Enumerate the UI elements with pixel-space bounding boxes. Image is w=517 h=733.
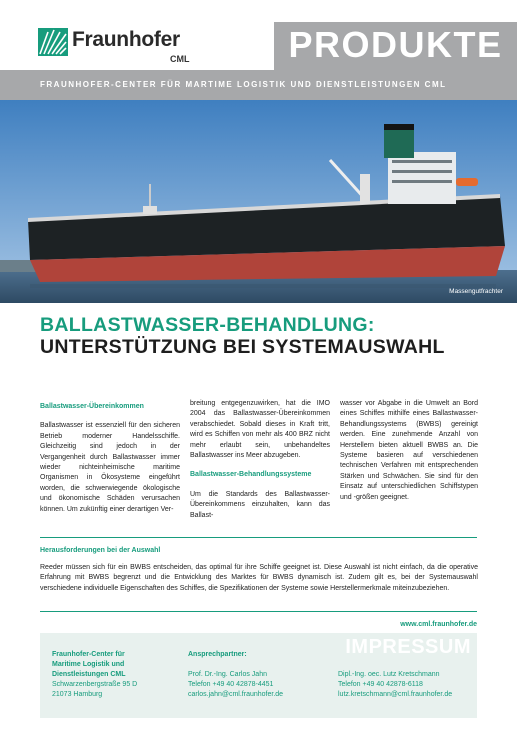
impressum-box — [40, 633, 477, 718]
bulk-carrier-image — [0, 100, 517, 303]
org-line: Fraunhofer-Center für — [52, 651, 125, 658]
heading-treatment-systems: Ballastwasser-Behandlungssysteme — [190, 471, 312, 479]
impressum-contact-1 — [188, 650, 283, 700]
institute-name: FRAUNHOFER-CENTER FÜR MARTIME LOGISTIK UND DIENSTLEISTUNGEN CML — [40, 80, 447, 89]
fraunhofer-logo-icon — [38, 28, 68, 56]
page-title-line1: BALLASTWASSER-BEHANDLUNG: — [40, 314, 375, 336]
heading-challenges: Herausforderungen bei der Auswahl — [40, 547, 161, 554]
institute-band — [0, 70, 517, 100]
contact-name: Dipl.-Ing. oec. Lutz Kretschmann — [338, 671, 440, 678]
section-title: PRODUKTE — [288, 24, 503, 65]
paragraph-treatment-systems-continued: wasser vor Abgabe in die Umwelt an Bord eines Schiffes mithilfe eines Ballastwasser-Behandlungssystems (BWBS) gereinigt werden. Eine zunehmende Anzahl von Herstellern bieten aktuell BWBS an. Die Systeme basieren auf verschiedenen technischen Verfahren mit entsprechenden Stärken und Schwächen. Sie sind für den Einsatz auf unterschiedlichen Schiffstypen und -größen geeignet. — [340, 400, 478, 501]
contact-email[interactable]: carlos.jahn@cml.fraunhofer.de — [188, 691, 284, 698]
paragraph-challenges: Reeder müssen sich für ein BWBS entscheiden, das optimal für ihre Schiffe geeignet ist. Diese Auswahl ist nicht einfach, da die operative Erfahrung mit BWBS begrenzt und die Entwicklung des Marktes für BWBS dynamisch ist. Zudem gilt es, bei der Systemauswahl verschiedene individuelle Eigenschaften des Schiffes, die Spezifikationen der Systeme sowie Herstellermerkmale miteinzubeziehen. — [40, 564, 478, 592]
text-column-2 — [190, 399, 330, 521]
logo-sub: CML — [170, 54, 190, 64]
contact-email[interactable]: lutz.kretschmann@cml.fraunhofer.de — [338, 691, 453, 698]
impressum-address — [52, 650, 137, 700]
impressum-title: IMPRESSUM — [345, 636, 471, 658]
heading-convention: Ballastwasser-Übereinkommen — [40, 403, 144, 410]
divider — [40, 537, 477, 538]
contact-phone: Telefon +49 40 42878-6118 — [338, 681, 423, 688]
page-title-line2: UNTERSTÜTZUNG BEI SYSTEMAUSWAHL — [40, 336, 445, 358]
city-address: 21073 Hamburg — [52, 691, 103, 698]
org-line: Dienstleistungen CML — [52, 671, 126, 678]
website-link[interactable]: www.cml.fraunhofer.de — [400, 621, 477, 628]
fraunhofer-logo — [38, 24, 188, 68]
text-column-3 — [340, 399, 478, 503]
divider — [40, 611, 477, 612]
photo-caption: Massengutfrachter — [449, 288, 503, 295]
contact-heading: Ansprechpartner: — [188, 651, 247, 658]
paragraph-convention-continued: breitung entgegenzuwirken, hat die IMO 2004 das Ballastwasser-Übereinkommen verabschiedet. Sobald dieses in Kraft tritt, wird es Schiffen von mehr als 400 BRZ nicht mehr erlaubt sein, unbehandeltes Ballastwasser ins Meer abzugeben. — [190, 400, 330, 460]
ship-photo — [0, 100, 517, 303]
impressum-contact-2 — [338, 670, 452, 700]
section-title-box — [274, 22, 517, 70]
contact-phone: Telefon +49 40 42878-4451 — [188, 681, 274, 688]
paragraph-treatment-systems: Um die Standards des Ballastwasser-Übereinkommens einzuhalten, kann das Ballast- — [190, 490, 330, 519]
contact-name: Prof. Dr.-Ing. Carlos Jahn — [188, 671, 267, 678]
paragraph-convention: Ballastwasser ist essenziell für den sicheren Betrieb moderner Handelsschiffe. Gleichzeitig sind jedoch in der Vergangenheit durch Ballastwasser immer wieder nichteinheimische maritime Organismen in Ökosysteme eingeführt worden, die schwerwiegende ökologische und ökonomische Schäden verursachen können. Um zukünftig einer derartigen Ver- — [40, 422, 180, 513]
org-line: Maritime Logistik und — [52, 661, 125, 668]
street-address: Schwarzenbergstraße 95 D — [52, 681, 138, 688]
text-column-1 — [40, 402, 180, 515]
logo-name: Fraunhofer — [72, 28, 180, 51]
page-header — [0, 0, 517, 100]
